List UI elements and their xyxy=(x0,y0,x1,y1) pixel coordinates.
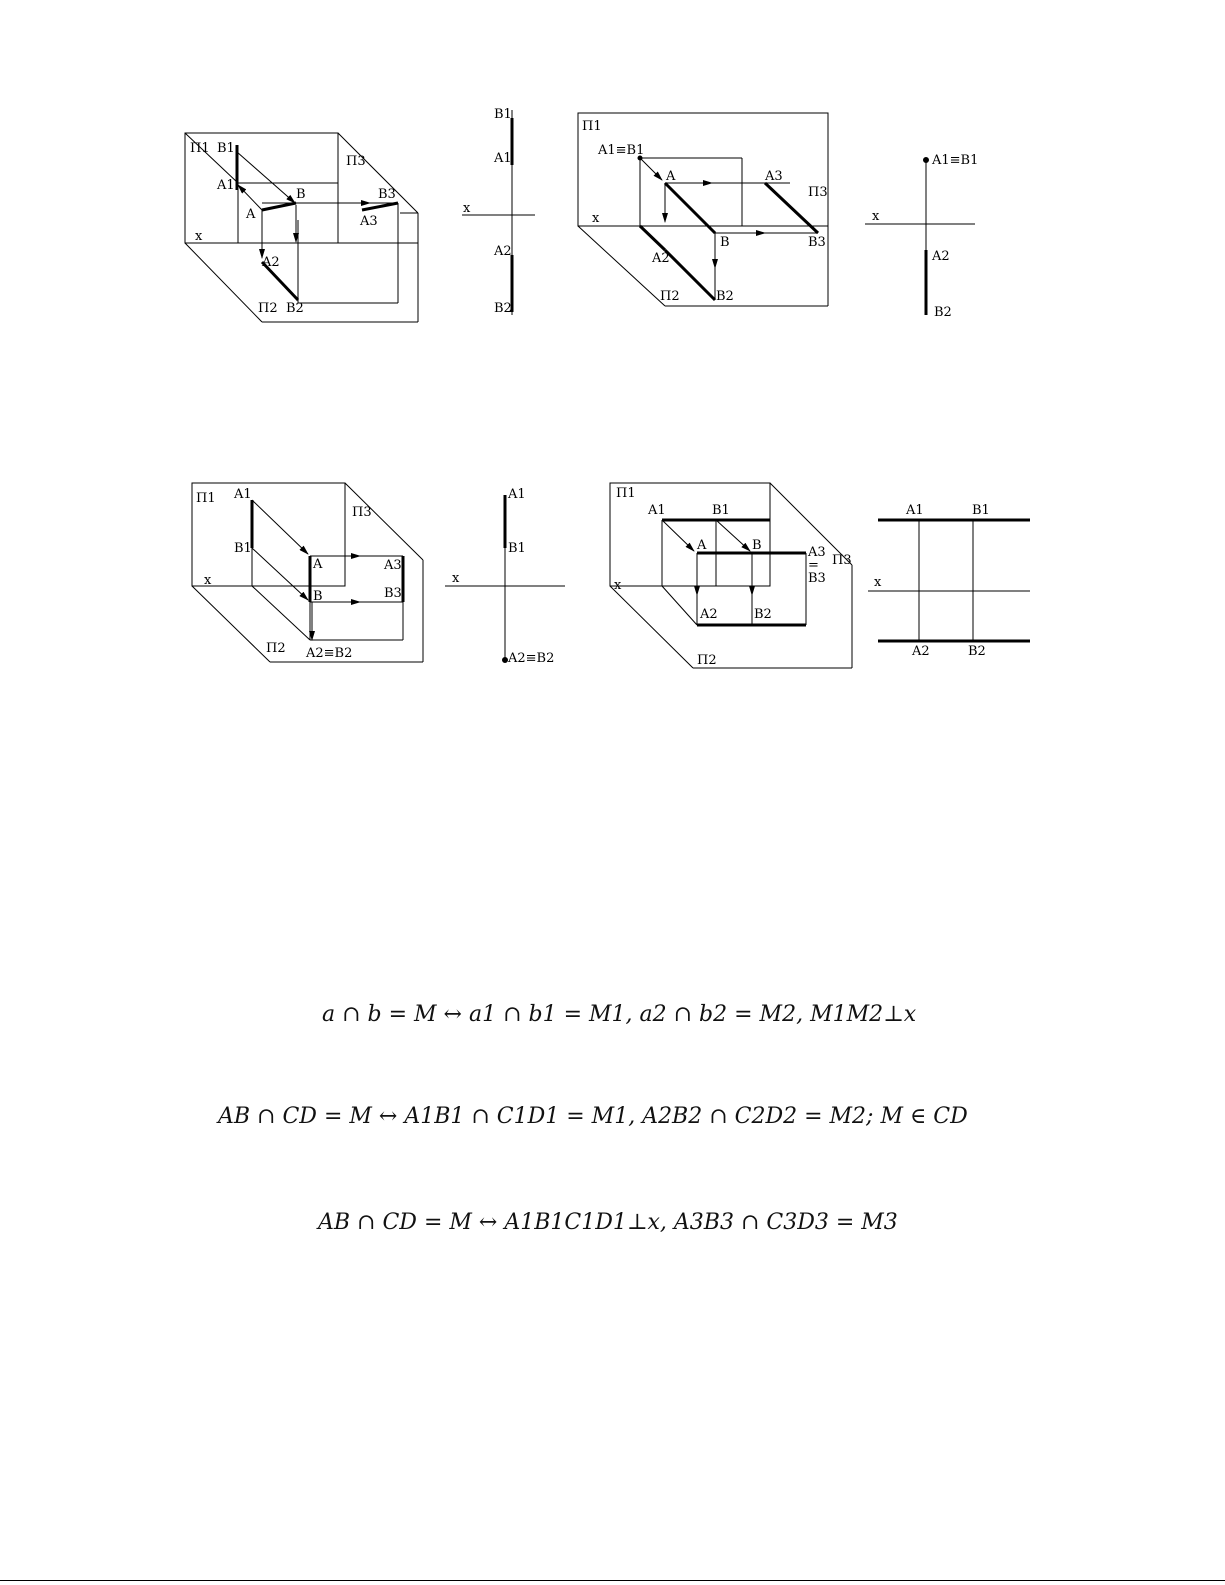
fig2-pt-B2: B2 xyxy=(716,289,734,304)
fig4-epure-A1: A1 xyxy=(906,503,924,518)
fig2-epure-B2: B2 xyxy=(934,305,952,320)
fig4-pt-A3: A3 xyxy=(808,545,826,560)
fig1-epure-A1: A1 xyxy=(494,151,512,166)
fig3-epure-B1: B1 xyxy=(508,541,526,556)
fig4-pt-B3: B3 xyxy=(808,571,826,586)
fig4-pt-A: A xyxy=(697,538,707,553)
fig1-epure-x: x xyxy=(463,201,471,216)
fig3-pt-A2B2: A2≡B2 xyxy=(306,646,353,661)
fig3-epure-A2B2: A2≡B2 xyxy=(508,651,555,666)
fig2-box xyxy=(578,113,828,306)
fig2-pt-A3: A3 xyxy=(765,169,783,184)
fig3-epure xyxy=(445,495,565,663)
fig4-pt-eq: = xyxy=(808,558,819,573)
fig1-pt-A2: A2 xyxy=(262,255,280,270)
fig2-plane-2: Π2 xyxy=(660,289,680,304)
fig1-plane-3: Π3 xyxy=(346,154,366,169)
fig2-epure xyxy=(865,158,975,316)
fig1-plane-1: Π1 xyxy=(190,141,210,156)
fig1-box xyxy=(185,133,418,322)
formula-profile-intersection: AB ∩ CD = M ↔ A1B1C1D1⊥x, A3B3 ∩ C3D3 = M3 xyxy=(318,1210,898,1235)
fig2-plane-1: Π1 xyxy=(582,119,602,134)
fig3-plane-3: Π3 xyxy=(352,505,372,520)
fig1-axis: x xyxy=(195,229,203,244)
fig3-epure-x: x xyxy=(452,571,460,586)
fig1-pt-B2: B2 xyxy=(286,301,304,316)
fig4-pt-B: B xyxy=(752,538,762,553)
fig3-segments xyxy=(252,500,403,602)
fig4-plane-2: Π2 xyxy=(697,653,717,668)
fig4-pt-B1: B1 xyxy=(712,503,730,518)
fig3-pt-A1: A1 xyxy=(234,487,252,502)
fig1-epure-B2: B2 xyxy=(494,301,512,316)
fig2-epure-A2: A2 xyxy=(932,249,950,264)
fig4-plane-3: Π3 xyxy=(832,553,852,568)
fig2-axis: x xyxy=(592,211,600,226)
fig4-epure xyxy=(868,520,1030,641)
figure-3 xyxy=(192,483,565,663)
fig2-pt-A2: A2 xyxy=(652,251,670,266)
fig2-pt-A1B1: A1≡B1 xyxy=(598,143,645,158)
fig4-axis: x xyxy=(614,578,622,593)
fig1-epure-B1: B1 xyxy=(494,107,512,122)
fig3-plane-1: Π1 xyxy=(196,491,216,506)
fig2-epure-x: x xyxy=(872,209,880,224)
fig4-epure-x: x xyxy=(874,575,882,590)
fig3-pt-A: A xyxy=(313,557,323,572)
fig1-epure xyxy=(462,110,535,315)
fig4-pt-A1: A1 xyxy=(648,503,666,518)
fig4-pt-B2: B2 xyxy=(754,607,772,622)
fig3-pt-B3: B3 xyxy=(384,586,402,601)
fig1-pt-A: A xyxy=(246,207,256,222)
fig1-pt-B: B xyxy=(296,187,306,202)
fig1-pt-B3: B3 xyxy=(378,187,396,202)
fig1-epure-A2: A2 xyxy=(494,244,512,259)
fig4-epure-B1: B1 xyxy=(972,503,990,518)
fig4-pt-A2: A2 xyxy=(700,607,718,622)
fig4-projectors xyxy=(662,520,752,595)
fig1-pt-B1: B1 xyxy=(217,141,235,156)
fig4-plane-1: Π1 xyxy=(616,486,636,501)
fig2-pt-B: B xyxy=(720,235,730,250)
fig3-projectors xyxy=(252,500,360,640)
fig3-pt-B1: B1 xyxy=(234,541,252,556)
fig2-epure-A1B1: A1≡B1 xyxy=(932,153,979,168)
fig3-axis: x xyxy=(204,573,212,588)
fig3-pt-B: B xyxy=(313,589,323,604)
fig1-plane-2: Π2 xyxy=(258,301,278,316)
formula-segments-intersection: AB ∩ CD = M ↔ A1B1 ∩ C1D1 = M1, A2B2 ∩ C2D2 = M2; M ∈ CD xyxy=(218,1104,968,1129)
fig2-plane-3: Π3 xyxy=(808,185,828,200)
fig3-plane-2: Π2 xyxy=(266,641,286,656)
fig3-epure-A1: A1 xyxy=(508,487,526,502)
footer-rule xyxy=(0,1580,1225,1581)
fig1-pt-A1: A1 xyxy=(217,178,235,193)
fig4-epure-A2: A2 xyxy=(912,644,930,659)
fig3-pt-A3: A3 xyxy=(384,558,402,573)
fig2-pt-B3: B3 xyxy=(808,235,826,250)
fig2-pt-A: A xyxy=(666,169,676,184)
fig1-pt-A3: A3 xyxy=(360,214,378,229)
formula-lines-intersection: a ∩ b = M ↔ a1 ∩ b1 = M1, a2 ∩ b2 = M2, M1M2⊥x xyxy=(322,1002,917,1027)
fig4-epure-B2: B2 xyxy=(968,644,986,659)
